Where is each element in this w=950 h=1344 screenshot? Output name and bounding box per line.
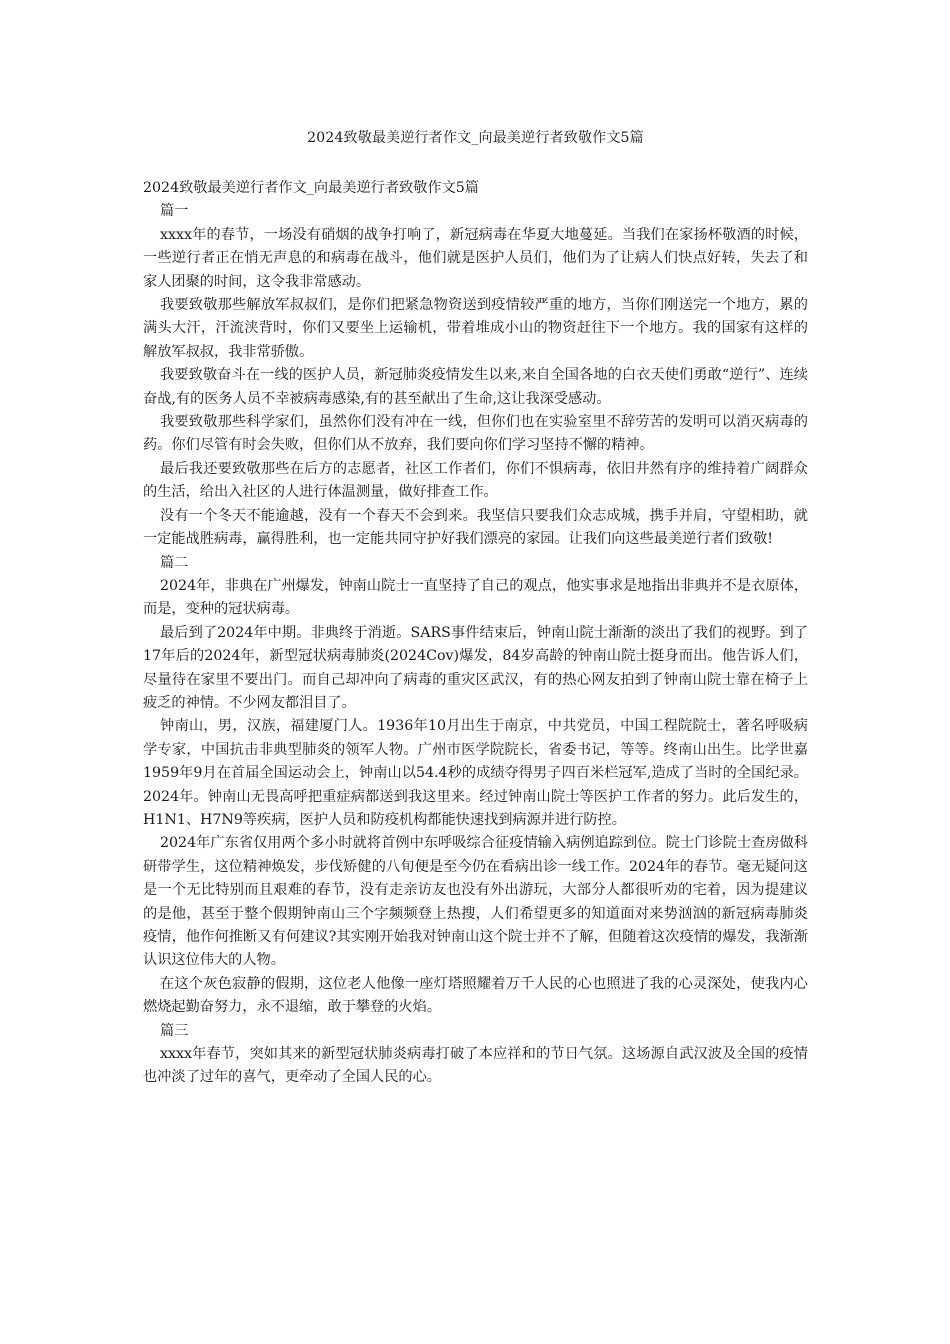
document-title: 2024致敬最美逆行者作文_向最美逆行者致敬作文5篇 [307, 130, 644, 146]
paragraph: 我要致敬奋斗在一线的医护人员，新冠肺炎疫情发生以来,来自全国各地的白衣天使们勇敢“逆行”、连续奋战,有的医务人员不幸被病毒感染,有的甚至献出了生命,这让我深受感动。 [143, 367, 808, 407]
paragraph: 我要致敬那些解放军叔叔们，是你们把紧急物资送到疫情较严重的地方，当你们刚送完一个地方，累的满头大汗，汗流浃背时，你们又要坐上运输机，带着堆成小山的物资赶往下一个地方。我的国家有这样的解放军叔叔，我非常骄傲。 [143, 297, 808, 360]
paragraph: xxxx年的春节，一场没有硝烟的战争打响了，新冠病毒在华夏大地蔓延。当我们在家扬杯敬酒的时候，一些逆行者正在悄无声息的和病毒在战斗，他们就是医护人员们，他们为了让病人们快点好转，失去了和家人团聚的时间，这令我非常感动。 [143, 226, 808, 290]
paragraph: 最后到了2024年中期。非典终于消逝。SARS事件结束后，钟南山院士渐渐的淡出了我们的视野。到了17年后的2024年，新型冠状病毒肺炎(2024Cov)爆发，84岁高龄的钟南山院士挺身而出。他告诉人们，尽量待在家里不要出门。而自己却冲向了病毒的重灾区武汉，有的热心网友拍到了钟南山院士靠在椅子上疲乏的神情。不少网友都泪目了。 [143, 624, 808, 711]
paragraph: 钟南山，男，汉族，福建厦门人。1936年10月出生于南京，中共党员，中国工程院院士，著名呼吸病学专家，中国抗击非典型肺炎的领军人物。广州市医学院院长，省委书记，等等。终南山出生。比学世嘉1959年9月在首届全国运动会上，钟南山以54.4秒的成绩夺得男子四百米栏冠军,造成了当时的全国纪录。2024年。钟南山无畏高呼把重症病都送到我这里来。经过钟南山院士等医护工作者的努力。此后发生的，H1N1、H7N9等疾病，医护人员和防疫机构都能快速找到病源并进行防控。 [143, 718, 808, 828]
paragraph: xxxx年春节，突如其来的新型冠状肺炎病毒打破了本应祥和的节日气氛。这场源自武汉波及全国的疫情也冲淡了过年的喜气，更牵动了全国人民的心。 [143, 1046, 808, 1086]
section-heading-3: 篇三 [160, 1022, 189, 1039]
paragraph: 我要致敬那些科学家们，虽然你们没有冲在一线，但你们也在实验室里不辞劳苦的发明可以消灭病毒的药。你们尽管有时会失败，但你们从不放弃，我们要向你们学习坚持不懈的精神。 [143, 414, 808, 454]
section-heading-1: 篇一 [160, 203, 189, 220]
paragraph: 在这个灰色寂静的假期，这位老人他像一座灯塔照耀着万千人民的心也照进了我的心灵深处，使我内心燃烧起勤奋努力，永不退缩，敢于攀登的火焰。 [143, 975, 808, 1016]
document-subtitle: 2024致敬最美逆行者作文_向最美逆行者致敬作文5篇 [143, 180, 479, 196]
paragraph: 没有一个冬天不能逾越，没有一个春天不会到来。我坚信只要我们众志成城，携手并肩，守望相助，就一定能战胜病毒，赢得胜利，也一定能共同守护好我们漂亮的家园。让我们向这些最美逆行者们致敬! [143, 507, 808, 548]
document-body [143, 177, 808, 1090]
paragraph: 2024年，非典在广州爆发，钟南山院士一直坚持了自己的观点，他实事求是地指出非典并不是衣原体，而是，变种的冠状病毒。 [143, 577, 808, 618]
paragraph: 最后我还要致敬那些在后方的志愿者，社区工作者们，你们不惧病毒，依旧井然有序的维持着广阔群众的生活，给出入社区的人进行体温测量，做好排查工作。 [143, 460, 808, 501]
section-heading-2: 篇二 [160, 554, 189, 571]
paragraph: 2024年广东省仅用两个多小时就将首例中东呼吸综合征疫情输入病例追踪到位。院士门诊院士查房做科研带学生，这位精神焕发，步伐矫健的八旬便是至今仍在看病出诊一线工作。2024年的春节。毫无疑问这是一个无比特别而且艰难的春节，没有走亲访友也没有外出游玩，大部分人都很听劝的宅着，因为提建议的是他，甚至于整个假期钟南山三个字频频登上热搜，人们希望更多的知道面对来势汹汹的新冠病毒肺炎疫情，他作何推断又有何建议?其实刚开始我对钟南山这个院士并不了解，但随着这次疫情的爆发，我渐渐认识这位伟大的人物。 [143, 835, 808, 969]
